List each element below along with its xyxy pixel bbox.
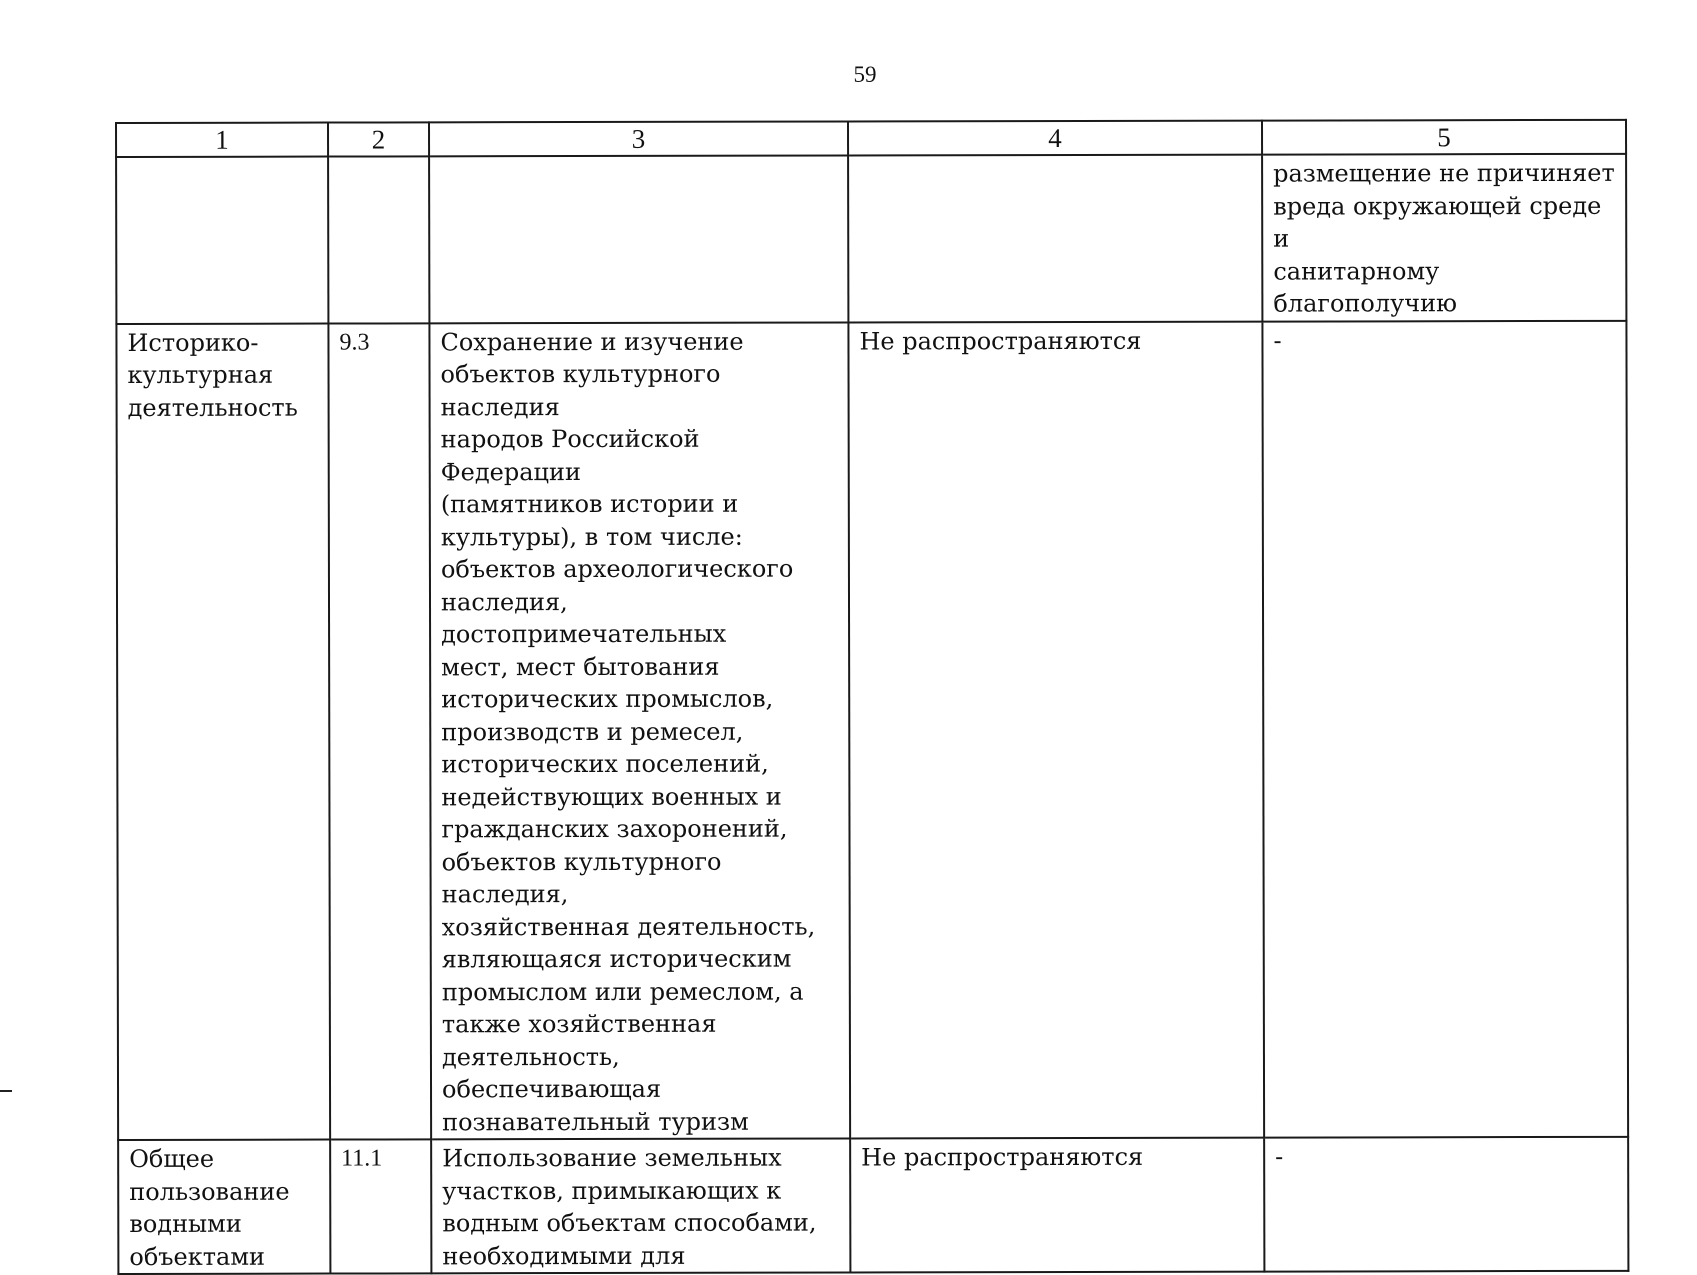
land-use-code-cell [328, 156, 429, 323]
land-use-code-cell: 9.3 [328, 323, 431, 1140]
land-use-description-cell [429, 155, 848, 322]
column-number: 4 [848, 121, 1262, 156]
column-number: 3 [429, 121, 848, 156]
land-use-description-cell: Использование земельных участков, примыкающих к водным объектам способами, необходимыми для [431, 1138, 850, 1273]
land-use-name-cell [116, 157, 328, 324]
column-number: 1 [116, 123, 328, 157]
notes-cell: - [1262, 320, 1628, 1137]
column-number-row [116, 120, 1626, 157]
land-use-name-cell: Общее пользование водными объектами [118, 1140, 330, 1274]
restrictions-cell: Не распространяются [848, 321, 1264, 1138]
table-row [116, 320, 1628, 1140]
table-row [116, 154, 1626, 324]
land-use-code-cell: 11.1 [330, 1139, 431, 1273]
margin-mark [0, 1090, 12, 1092]
restrictions-cell: Не распространяются [850, 1138, 1264, 1273]
column-number: 5 [1262, 120, 1626, 155]
page-number: 59 [853, 62, 877, 87]
column-number: 2 [328, 122, 429, 156]
land-use-description-cell: Сохранение и изучение объектов культурного наследия народов Российской Федерации (памятников истории и культуры), в том числе: объектов археологического наследия, достопримечательных мест, мест бытования исторических промыслов, производств и ремесел, исторических поселений, недействующих военных и гражданских захоронений, объектов культурного наследия, хозяйственная деятельность, являющаяся историческим промыслом или ремеслом, а также хозяйственная деятельность, обеспечивающая познавательный туризм [429, 322, 850, 1139]
land-use-name-cell: Историко- культурная деятельность [116, 323, 330, 1140]
regulations-table [115, 119, 1629, 1275]
restrictions-cell [848, 155, 1262, 322]
table-row [118, 1137, 1628, 1274]
notes-cell: размещение не причиняет вреда окружающей среде и санитарному благополучию [1262, 154, 1626, 321]
notes-cell: - [1264, 1137, 1628, 1272]
